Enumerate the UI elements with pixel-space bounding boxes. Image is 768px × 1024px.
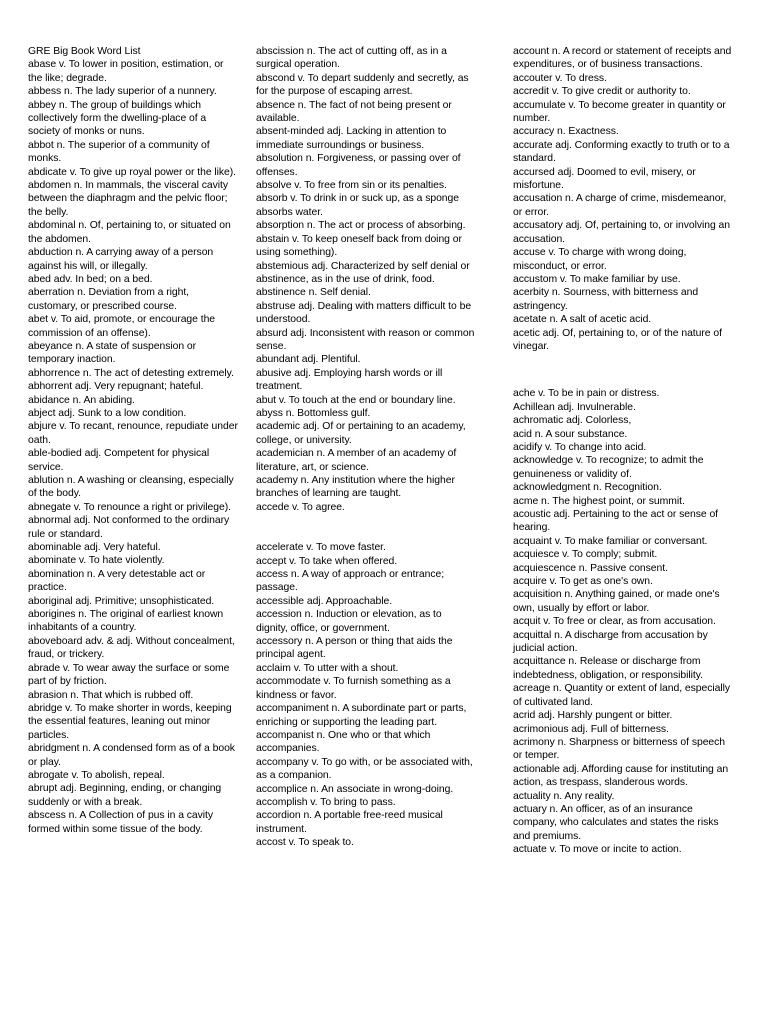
word-entry: accompanist n. One who or that which accompanies.: [256, 729, 431, 755]
word-entry: accredit v. To give credit or authority to.: [513, 86, 691, 98]
word-entry: academician n. A member of an academy of literature, art, or science.: [256, 448, 457, 473]
word-entry: accurate adj. Conforming exactly to truth or to a standard.: [513, 139, 730, 165]
word-entry: acquittal n. A discharge from accusation by judicial action.: [513, 629, 708, 655]
word-entry: abet v. To aid, promote, or encourage the commission of an offense).: [28, 314, 216, 339]
word-entry: accuse v. To charge with wrong doing, misconduct, or error.: [513, 247, 687, 272]
word-entry: abominate v. To hate violently.: [28, 555, 165, 567]
word-entry: acetate n. A salt of acetic acid.: [513, 314, 652, 326]
word-entry: acreage n. Quantity or extent of land, especially of cultivated land.: [513, 683, 731, 708]
word-entry: able-bodied adj. Competent for physical service.: [28, 448, 210, 473]
word-entry: abdomen n. In mammals, the visceral cavity between the diaphragm and the pelvic floor; the belly.: [28, 180, 229, 218]
word-entry: access n. A way of approach or entrance; passage.: [256, 569, 445, 594]
word-entry: accursed adj. Doomed to evil, misery, or misfortune.: [513, 166, 696, 192]
word-entry: abhorrent adj. Very repugnant; hateful.: [28, 381, 204, 393]
word-entry: abrogate v. To abolish, repeal.: [28, 769, 165, 781]
word-entry: ache v. To be in pain or distress.: [513, 388, 660, 400]
word-entry: actuality n. Any reality.: [513, 790, 615, 802]
word-entry: Achillean adj. Invulnerable.: [513, 401, 636, 413]
word-entry: accept v. To take when offered.: [256, 555, 398, 567]
word-entry: abundant adj. Plentiful.: [256, 354, 361, 366]
word-entry: abrupt adj. Beginning, ending, or changing suddenly or with a break.: [28, 783, 222, 808]
word-entry: abjure v. To recant, renounce, repudiate under oath.: [28, 421, 238, 446]
word-entry: abbess n. The lady superior of a nunnery.: [28, 86, 217, 98]
word-entry: abase v. To lower in position, estimation, or the like; degrade.: [28, 59, 224, 84]
word-entry: accusation n. A charge of crime, misdemeanor, or error.: [513, 193, 727, 218]
word-entry: aberration n. Deviation from a right, customary, or prescribed course.: [28, 287, 190, 312]
word-entry: ablution n. A washing or cleansing, especially of the body.: [28, 475, 234, 500]
word-entry: abscess n. A Collection of pus in a cavity formed within some tissue of the body.: [28, 810, 214, 835]
word-entry: abbey n. The group of buildings which collectively form the dwelling-place of a society of monks or nuns.: [28, 99, 207, 138]
word-entry: abridgment n. A condensed form as of a book or play.: [28, 743, 235, 768]
word-entry: accede v. To agree.: [256, 501, 345, 513]
word-entry: account n. A record or statement of receipts and expenditures, or of business transactions.: [513, 46, 732, 71]
word-entry: abomination n. A very detestable act or practice.: [28, 568, 206, 594]
word-entry: abhorrence n. The act of detesting extremely.: [28, 367, 234, 379]
word-entry: acid n. A sour substance.: [513, 428, 628, 440]
word-entry: accessible adj. Approachable.: [256, 595, 393, 607]
word-entry: accumulate v. To become greater in quantity or number.: [513, 99, 726, 125]
word-list-column-1: [28, 45, 240, 836]
word-entry: absent-minded adj. Lacking in attention to immediate surroundings or business.: [256, 126, 447, 151]
word-entry: acquit v. To free or clear, as from accusation.: [513, 616, 716, 628]
word-entry: acquiescence n. Passive consent.: [513, 562, 668, 574]
word-list-column-3: [513, 45, 735, 857]
word-entry: acquaint v. To make familiar or conversant.: [513, 535, 708, 547]
word-entry: abut v. To touch at the end or boundary line.: [256, 394, 456, 406]
word-entry: aboriginal adj. Primitive; unsophisticated.: [28, 595, 215, 607]
word-entry: acrid adj. Harshly pungent or bitter.: [513, 710, 673, 722]
word-entry: abidance n. An abiding.: [28, 394, 135, 406]
word-entry: aborigines n. The original of earliest known inhabitants of a country.: [28, 609, 224, 634]
section-gap: [513, 353, 735, 387]
word-entry: abdicate v. To give up royal power or the like).: [28, 166, 237, 178]
word-entry: accuracy n. Exactness.: [513, 126, 619, 138]
word-entry: absorb v. To drink in or suck up, as a sponge absorbs water.: [256, 193, 459, 218]
word-entry: abduction n. A carrying away of a person against his will, or illegally.: [28, 247, 214, 272]
word-entry: abstruse adj. Dealing with matters difficult to be understood.: [256, 300, 472, 326]
word-entry: abyss n. Bottomless gulf.: [256, 407, 371, 419]
word-entry: abscission n. The act of cutting off, as in a surgical operation.: [256, 46, 447, 71]
word-entry: accost v. To speak to.: [256, 837, 354, 849]
word-entry: actuate v. To move or incite to action.: [513, 844, 682, 856]
word-entry: absence n. The fact of not being present or available.: [256, 99, 452, 125]
word-entry: acquisition n. Anything gained, or made one's own, usually by effort or labor.: [513, 589, 720, 614]
word-entry: acknowledgment n. Recognition.: [513, 482, 662, 494]
word-entry: achromatic adj. Colorless,: [513, 415, 632, 427]
word-entry: absolution n. Forgiveness, or passing over of offenses.: [256, 153, 461, 178]
word-entry: accusatory adj. Of, pertaining to, or involving an accusation.: [513, 220, 730, 245]
word-entry: acerbity n. Sourness, with bitterness and astringency.: [513, 287, 699, 312]
word-entry: acquiesce v. To comply; submit.: [513, 549, 658, 561]
word-entry: actionable adj. Affording cause for instituting an action, as trespass, slanderous words.: [513, 763, 729, 789]
word-entry: accessory n. A person or thing that aids the principal agent.: [256, 636, 453, 661]
word-entry: academic adj. Of or pertaining to an academy, college, or university.: [256, 421, 466, 446]
word-list-column-2: [256, 45, 475, 850]
word-entry: accompany v. To go with, or be associated with, as a companion.: [256, 756, 473, 782]
word-entry: accession n. Induction or elevation, as to dignity, office, or government.: [256, 609, 442, 634]
word-entry: abusive adj. Employing harsh words or ill treatment.: [256, 367, 443, 393]
word-entry: academy n. Any institution where the higher branches of learning are taught.: [256, 475, 455, 500]
word-entry: abnegate v. To renounce a right or privilege).: [28, 501, 231, 513]
word-entry: accomplish v. To bring to pass.: [256, 796, 396, 808]
section-gap: [256, 514, 475, 541]
word-entry: acquittance n. Release or discharge from indebtedness, obligation, or responsibility.: [513, 656, 703, 681]
document-title: GRE Big Book Word List: [28, 46, 141, 57]
word-entry: absorption n. The act or process of absorbing.: [256, 220, 466, 232]
word-entry: abstemious adj. Characterized by self denial or abstinence, as in the use of drink, food.: [256, 260, 470, 285]
word-entry: absurd adj. Inconsistent with reason or common sense.: [256, 327, 475, 352]
word-entry: accordion n. A portable free-reed musical instrument.: [256, 810, 443, 835]
word-entry: acrimonious adj. Full of bitterness.: [513, 723, 669, 735]
word-entry: absolve v. To free from sin or its penalties.: [256, 180, 447, 192]
word-entry: abscond v. To depart suddenly and secretly, as for the purpose of escaping arrest.: [256, 72, 469, 98]
word-entry: actuary n. An officer, as of an insurance company, who calculates and states the risks and premiums.: [513, 803, 719, 842]
word-entry: abridge v. To make shorter in words, keeping the essential features, leaning out minor particles.: [28, 702, 232, 741]
word-entry: abdominal n. Of, pertaining to, or situated on the abdomen.: [28, 220, 231, 245]
word-entry: accommodate v. To furnish something as a kindness or favor.: [256, 676, 451, 701]
word-entry: abrasion n. That which is rubbed off.: [28, 689, 194, 701]
word-entry: accouter v. To dress.: [513, 72, 607, 84]
word-entry: abnormal adj. Not conformed to the ordinary rule or standard.: [28, 515, 230, 540]
word-entry: acquire v. To get as one's own.: [513, 576, 653, 588]
word-entry: abstinence n. Self denial.: [256, 287, 371, 299]
word-entry: accelerate v. To move faster.: [256, 542, 386, 554]
word-entry: accompaniment n. A subordinate part or parts, enriching or supporting the leading part.: [256, 703, 467, 728]
word-entry: acidify v. To change into acid.: [513, 441, 647, 453]
word-entry: acclaim v. To utter with a shout.: [256, 662, 399, 674]
word-entry: abbot n. The superior of a community of monks.: [28, 139, 210, 165]
word-entry: abeyance n. A state of suspension or temporary inaction.: [28, 340, 197, 366]
word-entry: aboveboard adv. & adj. Without concealment, fraud, or trickery.: [28, 635, 235, 661]
word-entry: abject adj. Sunk to a low condition.: [28, 407, 187, 419]
word-entry: acme n. The highest point, or summit.: [513, 495, 685, 507]
word-entry: abstain v. To keep oneself back from doing or using something).: [256, 233, 462, 259]
word-entry: acknowledge v. To recognize; to admit the genuineness or validity of.: [513, 455, 704, 480]
word-entry: accustom v. To make familiar by use.: [513, 273, 681, 285]
word-entry: acrimony n. Sharpness or bitterness of speech or temper.: [513, 736, 726, 762]
word-entry: acetic adj. Of, pertaining to, or of the nature of vinegar.: [513, 327, 722, 352]
word-entry: abed adv. In bed; on a bed.: [28, 273, 153, 285]
word-entry: abominable adj. Very hateful.: [28, 542, 161, 554]
word-entry: accomplice n. An associate in wrong-doing.: [256, 783, 454, 795]
word-entry: acoustic adj. Pertaining to the act or sense of hearing.: [513, 509, 719, 534]
word-entry: abrade v. To wear away the surface or some part of by friction.: [28, 662, 230, 688]
